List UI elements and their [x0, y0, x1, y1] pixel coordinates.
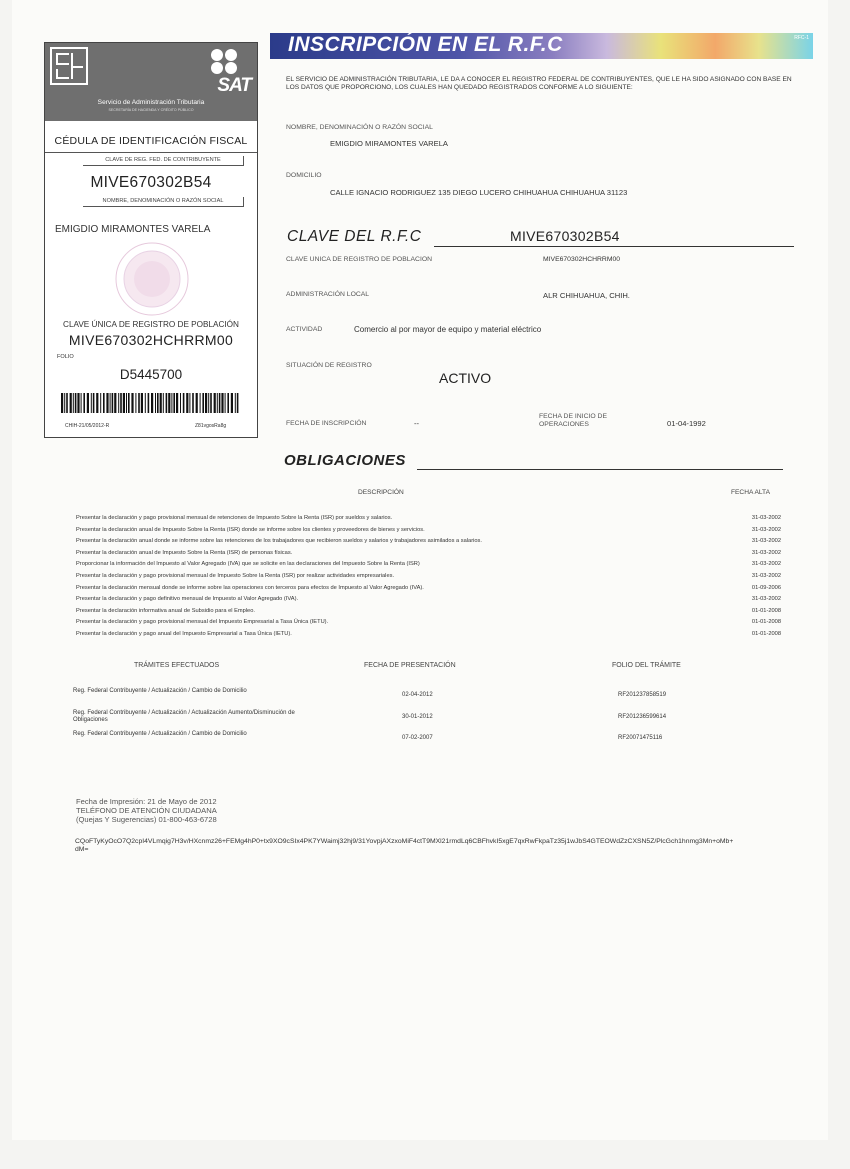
obligations-date-header: FECHA ALTA — [731, 489, 770, 496]
obligation-date: 31-03-2002 — [751, 515, 781, 521]
admin-label: ADMINISTRACIÓN LOCAL — [286, 291, 370, 298]
obligation-description: Presentar la declaración y pago provisional mensual de retenciones de Impuesto Sobre la Renta (ISR) por sueldos y salarios. — [76, 515, 393, 521]
obligation-row — [76, 585, 781, 595]
obligation-row — [76, 550, 781, 560]
name-label: NOMBRE, DENOMINACIÓN O RAZÓN SOCIAL — [286, 124, 433, 131]
card-curp: MIVE670302HCHRRM00 — [68, 332, 234, 348]
digital-signature-chain: CQoFTyKyOcO7Q2cpI4VLmqig7H3v/HXcnmz26+FEMg4hP0+tx9XO9cSIx4PK7YWaimj32hj9/31YovpjAXzxoMiF4ctT9MXl21rmdLq6CBFhvkI5xgE7qxRwFkpaTz35j1wJbS4GTEOWdZzCXSN5Z/PlcGch1hnmg3Mn+oMb+dM= — [75, 838, 734, 853]
start-date-label: FECHA DE INICIO DE OPERACIONES — [539, 413, 607, 428]
identification-card — [44, 42, 258, 438]
obligation-description: Presentar la declaración anual donde se informe sobre las retenciones de los trabajadores que recibieron sueldos y salarios y trabajadores asimilados a salarios. — [76, 538, 482, 545]
card-header — [45, 43, 257, 121]
procedures-folio-header: FOLIO DEL TRÁMITE — [612, 662, 681, 669]
intro-text: EL SERVICIO DE ADMINISTRACIÓN TRIBUTARIA, LE DA A CONOCER EL REGISTRO FEDERAL DE CONTRIBUYENTES, QUE LE HA SIDO ASIGNADO CON BASE EN LOS DATOS QUE PROPORCIONO, LOS CUALES HAN QUEDADO REGISTRADOS CONFORME A LO SIGUIENTE: — [286, 76, 792, 91]
procedure-description: Reg. Federal Contribuyente / Actualización / Cambio de Domicilio — [73, 731, 247, 737]
obligation-date: 01-09-2006 — [751, 584, 781, 591]
document-title: INSCRIPCIÓN EN EL R.F.C — [288, 33, 563, 56]
curp-value: MIVE670302HCHRRM00 — [543, 256, 621, 263]
card-footer-right: Z81vgosRa8g — [195, 423, 227, 429]
obligation-date: 31-03-2002 — [751, 538, 781, 545]
obligation-row — [76, 573, 781, 583]
obligations-title: OBLIGACIONES — [284, 452, 406, 469]
agency-subname: SECRETARÍA DE HACIENDA Y CRÉDITO PÚBLICO — [108, 108, 194, 112]
complaints-phone: (Quejas Y Sugerencias) 01-800-463-6728 — [76, 815, 217, 824]
procedures-header: TRÁMITES EFECTUADOS — [134, 662, 220, 669]
card-name: EMIGDIO MIRAMONTES VARELA — [55, 224, 211, 235]
obligation-description: Presentar la declaración y pago provisional mensual del Impuesto Empresarial a Tasa Única (IETU). — [76, 619, 329, 626]
sat-logo-text: SAT — [217, 75, 251, 96]
card-folio-label: FOLIO — [57, 354, 74, 360]
procedure-folio: RF201237858519 — [618, 692, 667, 698]
obligations-desc-header: DESCRIPCIÓN — [358, 489, 404, 496]
obligation-row — [76, 527, 781, 537]
divider — [45, 152, 257, 153]
obligation-description: Presentar la declaración anual de Impuesto Sobre la Renta (ISR) donde se informe sobre los clientes y proveedores de bienes y servicios. — [76, 526, 425, 533]
curp-label: CLAVE UNICA DE REGISTRO DE POBLACION — [286, 256, 433, 263]
obligation-description: Presentar la declaración y pago provisional mensual de Impuesto Sobre la Renta (ISR) por realizar actividades empresariales. — [76, 573, 395, 579]
procedure-date: 02-04-2012 — [402, 692, 433, 698]
obligation-row — [76, 515, 781, 525]
rfc-value: MIVE670302B54 — [510, 228, 620, 244]
obligation-row — [76, 596, 781, 606]
card-folio: D5445700 — [119, 367, 183, 382]
registration-date-label: FECHA DE INSCRIPCIÓN — [286, 420, 367, 427]
obligation-date: 31-03-2002 — [751, 573, 781, 579]
phone-label: TELÉFONO DE ATENCIÓN CIUDADANA — [76, 806, 217, 815]
card-curp-label: CLAVE ÚNICA DE REGISTRO DE POBLACIÓN — [63, 320, 239, 329]
obligation-description: Presentar la declaración informativa anual de Subsidio para el Empleo. — [76, 607, 255, 614]
procedure-description: Reg. Federal Contribuyente / Actualización / Cambio de Domicilio — [73, 688, 247, 694]
header-banner — [270, 33, 813, 59]
obligation-date: 01-01-2008 — [751, 631, 781, 637]
obligation-description: Presentar la declaración y pago anual del Impuesto Empresarial a Tasa Única (IETU). — [76, 631, 292, 637]
obligation-row — [76, 538, 781, 548]
obligation-description: Presentar la declaración anual de Impuesto Sobre la Renta (ISR) de personas físicas. — [76, 549, 293, 556]
procedure-date: 07-02-2007 — [402, 735, 433, 741]
start-date-value: 01-04-1992 — [667, 419, 706, 428]
obligation-date: 31-03-2002 — [751, 596, 781, 603]
rfc-label: CLAVE DEL R.F.C — [287, 228, 422, 245]
activity-value: Comercio al por mayor de equipo y material eléctrico — [354, 325, 542, 334]
card-rfc-label: CLAVE DE REG. FED. DE CONTRIBUYENTE — [83, 156, 244, 166]
shcp-logo-icon — [50, 47, 88, 85]
card-footer-left: CHIH-21/05/2012-R — [65, 423, 110, 429]
procedure-description: Reg. Federal Contribuyente / Actualización / Actualización Aumento/Disminución de Obligaciones — [73, 710, 295, 723]
status-label: SITUACIÓN DE REGISTRO — [286, 362, 372, 369]
obligation-date: 31-03-2002 — [751, 561, 781, 568]
procedures-date-header: FECHA DE PRESENTACIÓN — [364, 662, 456, 669]
obligation-row — [76, 608, 781, 618]
card-name-label: NOMBRE, DENOMINACIÓN O RAZÓN SOCIAL — [83, 197, 244, 207]
obligation-row — [76, 561, 781, 571]
card-rfc: MIVE670302B54 — [90, 174, 212, 191]
admin-value: ALR CHIHUAHUA, CHIH. — [543, 291, 630, 300]
rfc-underline — [434, 246, 794, 247]
obligation-date: 31-03-2002 — [751, 549, 781, 556]
procedure-date: 30-01-2012 — [402, 714, 433, 720]
print-date: Fecha de Impresión: 21 de Mayo de 2012 — [76, 797, 217, 806]
obligation-date: 01-01-2008 — [751, 619, 781, 626]
obligation-description: Presentar la declaración y pago definitivo mensual de Impuesto al Valor Agregado (IVA). — [76, 596, 299, 603]
obligation-description: Presentar la declaración mensual donde se informe sobre las operaciones con terceros para efectos de Impuesto al Valor Agregado (IVA). — [76, 584, 424, 591]
obligation-row — [76, 619, 781, 629]
status-value: ACTIVO — [439, 370, 492, 386]
form-code: RFC-1 — [794, 35, 809, 41]
registration-date-value: -- — [414, 419, 420, 428]
procedure-folio: RF201236599614 — [618, 714, 667, 720]
activity-label: ACTIVIDAD — [286, 326, 323, 333]
obligations-underline — [417, 469, 783, 470]
address-label: DOMICILIO — [286, 172, 322, 179]
address-value: CALLE IGNACIO RODRIGUEZ 135 DIEGO LUCERO CHIHUAHUA CHIHUAHUA 31123 — [330, 188, 628, 197]
card-title: CÉDULA DE IDENTIFICACIÓN FISCAL — [54, 135, 248, 147]
obligation-date: 01-01-2008 — [751, 607, 781, 614]
obligation-description: Proporcionar la información del Impuesto al Valor Agregado (IVA) que se solicite en las declaraciones del Impuesto Sobre la Renta (ISR) — [76, 561, 420, 568]
name-value: EMIGDIO MIRAMONTES VARELA — [330, 139, 448, 148]
obligation-row — [76, 631, 781, 641]
barcode — [61, 393, 241, 413]
obligation-date: 31-03-2002 — [751, 526, 781, 533]
agency-name: Servicio de Administración Tributaria — [97, 99, 205, 106]
procedure-folio: RF20071475116 — [618, 735, 663, 741]
seal-watermark-icon — [97, 239, 207, 319]
